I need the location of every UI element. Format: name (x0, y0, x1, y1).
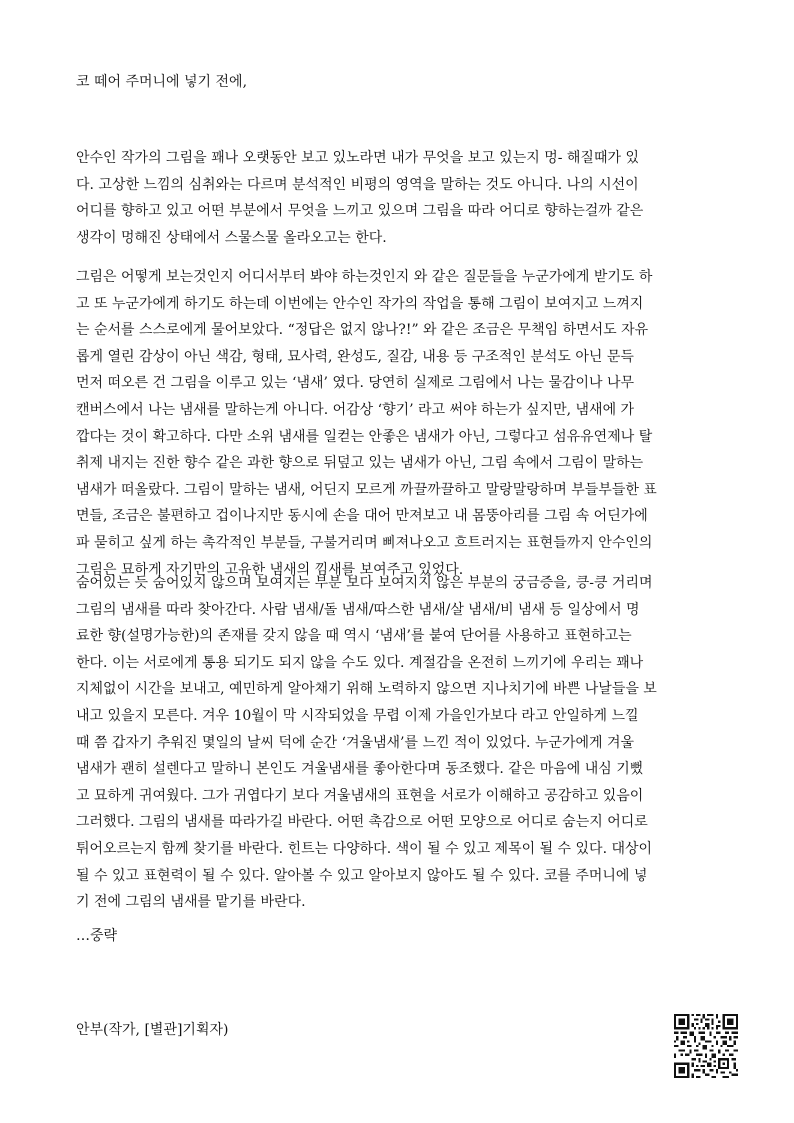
text-line: 캔버스에서 나는 냄새를 말하는게 아니다. 어감상 ‘향기’ 라고 써야 하는가 싶지만, 냄새에 가 (76, 401, 635, 418)
text-line: 고 또 누군가에게 하기도 하는데 이번에는 안수인 작가의 작업을 통해 그림이 보여지고 느껴지 (76, 295, 644, 312)
text-line: 그림은 어떻게 보는것인지 어디서부터 봐야 하는것인지 와 같은 질문들을 누군가에게 받기도 하 (76, 269, 653, 285)
text-line: 지체없이 시간을 보내고, 예민하게 알아채기 위해 노력하지 않으면 지나치기에 바쁜 나날들을 보 (76, 681, 657, 698)
qr-code-icon (674, 1014, 738, 1078)
text-line: 다. 고상한 느낌의 심취와는 다르며 분석적인 비평의 영역을 말하는 것도 아니다. 나의 시선이 (76, 176, 639, 193)
text-line: 어디를 향하고 있고 어떤 부분에서 무엇을 느끼고 있으며 그림을 따라 어디로 향하는걸까 같은 (76, 203, 644, 220)
author-credit: 안부(작가, [별관]기획자) (76, 1022, 229, 1038)
omission-note: …중략 (76, 928, 118, 944)
text-line: 롭게 열린 감상이 아닌 색감, 형태, 묘사력, 완성도, 질감, 내용 등 구조적인 분석도 아닌 문득 (76, 348, 634, 365)
text-line: 냄새가 괜히 설렌다고 말하니 본인도 겨울냄새를 좋아한다며 동조했다. 같은 마음에 내심 기뻤 (76, 761, 644, 778)
text-line: 그러했다. 그림의 냄새를 따라가길 바란다. 어떤 촉감으로 어떤 모양으로 어디로 숨는지 어디로 (76, 814, 648, 831)
text-line: 안수인 작가의 그림을 꽤나 오랫동안 보고 있노라면 내가 무엇을 보고 있는지 멍- 해질때가 있 (76, 150, 639, 166)
text-line: 한다. 이는 서로에게 통용 되기도 되지 않을 수도 있다. 계절감을 온전히 느끼기에 우리는 꽤나 (76, 654, 644, 671)
text-line: 그림은 묘하게 자기만의 고유한 냄새의 낌새를 보여주고 있었다. (76, 561, 464, 578)
text-line: 기 전에 그림의 냄새를 맡기를 바란다. (76, 894, 306, 911)
text-line: 생각이 멍해진 상태에서 스물스물 올라오고는 한다. (76, 229, 387, 246)
document-title: 코 떼어 주머니에 넣기 전에, (76, 74, 248, 90)
text-line: 튀어오르는지 함께 찾기를 바란다. 힌트는 다양하다. 색이 될 수 있고 제목이 될 수 있다. 대상이 (76, 840, 653, 857)
paragraph-3 (76, 570, 716, 916)
text-line: 료한 향(설명가능한)의 존재를 갖지 않을 때 역시 ‘냄새’를 붙여 단어를 사용하고 표현하고는 (76, 628, 632, 645)
text-line: 때 쯤 갑자기 추워진 몇일의 날씨 덕에 순간 ‘겨울냄새’를 느낀 적이 있었다. 누군가에게 겨울 (76, 734, 635, 751)
text-line: 파 묻히고 싶게 하는 촉각적인 부분들, 구불거리며 삐져나오고 흐트러지는 표현들까지 안수인의 (76, 534, 653, 551)
text-line: 그림의 냄새를 따라 찾아간다. 사람 냄새/돌 냄새/따스한 냄새/살 냄새/비 냄새 등 일상에서 명 (76, 601, 640, 618)
text-line: 냄새가 떠올랐다. 그림이 말하는 냄새, 어딘지 모르게 까끌까끌하고 말랑말랑하며 부들부들한 표 (76, 481, 657, 498)
text-line: 고 묘하게 귀여웠다. 그가 귀엽다기 보다 겨울냄새의 표현을 서로가 이해하고 공감하고 있음이 (76, 787, 644, 804)
paragraph-1 (76, 145, 716, 251)
text-line: 취제 내지는 진한 향수 같은 과한 향으로 뒤덮고 있는 냄새가 아닌, 그림 속에서 그림이 말하는 (76, 455, 644, 472)
text-line: 숨어있는 듯 숨어있지 않으며 보여지는 부분 보다 보여지지 않은 부분의 궁금증을, 킁-킁 거리며 (76, 575, 653, 591)
text-line: 깝다는 것이 확고하다. 다만 소위 냄새를 일컫는 안좋은 냄새가 아닌, 그렇다고 섬유유연제나 탈 (76, 428, 653, 445)
paragraph-2 (76, 264, 716, 583)
text-line: 는 순서를 스스로에게 물어보았다. “정답은 없지 않나?!” 와 같은 조금은 무책임 하면서도 자유 (76, 322, 649, 339)
text-line: 될 수 있고 표현력이 될 수 있다. 알아볼 수 있고 알아보지 않아도 될 수 있다. 코를 주머니에 넣 (76, 867, 648, 884)
text-line: 면들, 조금은 불편하고 겁이나지만 동시에 손을 대어 만져보고 내 몸뚱아리를 그림 속 어딘가에 (76, 508, 648, 525)
text-line: 먼저 떠오른 건 그림을 이루고 있는 ‘냄새’ 였다. 당연히 실제로 그림에서 나는 물감이나 나무 (76, 375, 635, 392)
text-line: 내고 있을지 모른다. 겨우 10월이 막 시작되었을 무렵 이제 가을인가보다 라고 안일하게 느낄 (76, 707, 639, 724)
